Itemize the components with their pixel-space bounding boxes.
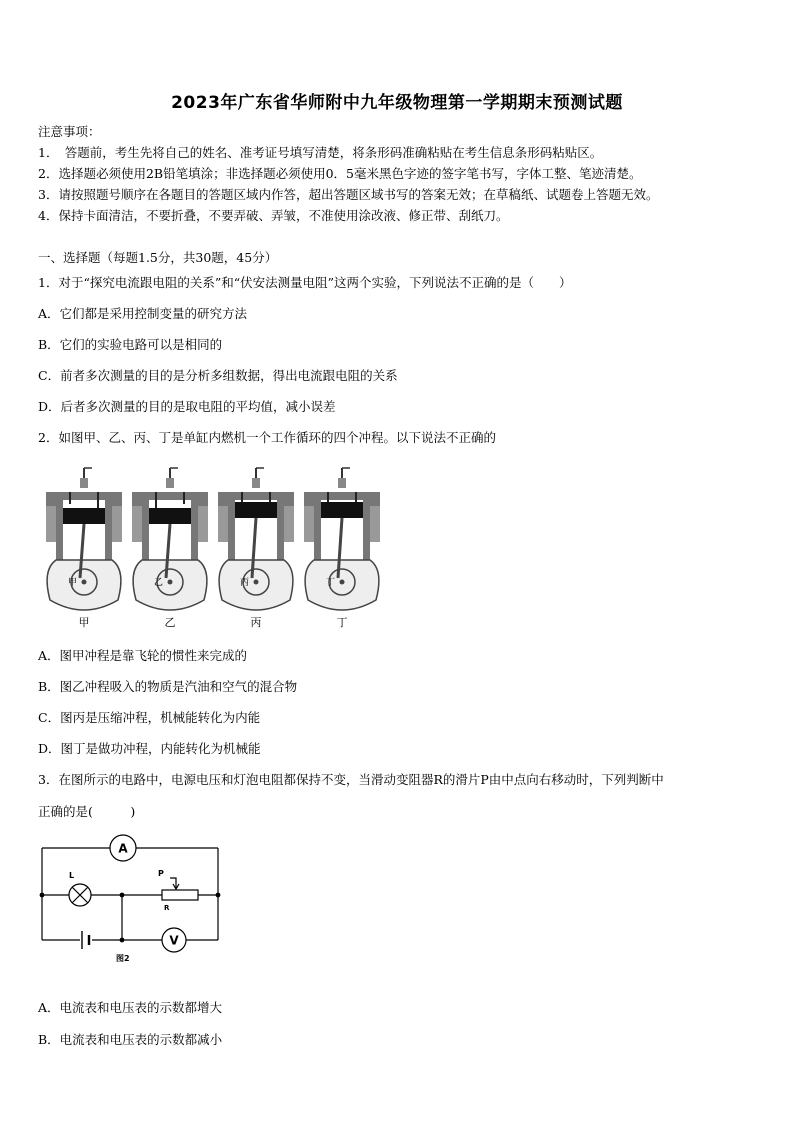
lamp-label: L bbox=[69, 871, 75, 880]
q1-option-b: B．它们的实验电路可以是相同的 bbox=[38, 337, 223, 352]
question-2-stem: 2．如图甲、乙、丙、丁是单缸内燃机一个工作循环的四个冲程。以下说法不正确的 bbox=[38, 430, 496, 445]
engine-caption-label: 丁 bbox=[336, 616, 348, 629]
figure-caption: 图2 bbox=[116, 954, 130, 963]
q2-option-b: B．图乙冲程吸入的物质是汽油和空气的混合物 bbox=[38, 679, 298, 694]
q1-option-c: C．前者多次测量的目的是分析多组数据，得出电流跟电阻的关系 bbox=[38, 368, 398, 383]
q1-option-d: D．后者多次测量的目的是取电阻的平均值，减小误差 bbox=[38, 399, 336, 414]
engine-strokes-figure bbox=[38, 460, 408, 635]
section-heading: 一、选择题（每题1.5分，共30题，45分） bbox=[38, 250, 278, 265]
resistor-icon bbox=[162, 890, 198, 900]
q1-option-a: A．它们都是采用控制变量的研究方法 bbox=[38, 306, 248, 321]
circuit-diagram bbox=[36, 834, 226, 969]
notice-item: 1． 答题前，考生先将自己的姓名、准考证号填写清楚，将条形码准确粘贴在考生信息条形码粘贴区。 bbox=[38, 145, 603, 160]
slider-label: P bbox=[158, 869, 164, 878]
engine-bing-icon bbox=[218, 468, 294, 610]
engine-caption-label: 甲 bbox=[78, 616, 90, 629]
engine-yi-icon bbox=[132, 468, 208, 610]
voltmeter-label: V bbox=[169, 933, 179, 948]
ammeter-label: A bbox=[118, 841, 128, 856]
question-3-stem-cont: 正确的是( ) bbox=[38, 804, 136, 819]
notice-item: 2．选择题必须使用2B铅笔填涂；非选择题必须使用0．5毫米黑色字迹的签字笔书写，字体工整、笔迹清楚。 bbox=[38, 166, 642, 181]
engine-caption-label: 乙 bbox=[164, 616, 176, 629]
q2-option-d: D．图丁是做功冲程，内能转化为机械能 bbox=[38, 741, 261, 756]
page-title: 2023年广东省华师附中九年级物理第一学期期末预测试题 bbox=[171, 93, 623, 113]
question-3-stem: 3．在图所示的电路中，电源电压和灯泡电阻都保持不变，当滑动变阻器R的滑片P由中点向右移动时，下列判断中 bbox=[38, 772, 664, 787]
q3-option-b: B．电流表和电压表的示数都减小 bbox=[38, 1032, 223, 1047]
engine-ding-icon bbox=[304, 468, 380, 610]
engine-caption-label: 丙 bbox=[250, 616, 262, 629]
notice-item: 4．保持卡面清洁，不要折叠，不要弄破、弄皱，不准使用涂改液、修正带、刮纸刀。 bbox=[38, 208, 509, 223]
resistor-label: R bbox=[164, 904, 170, 912]
question-1-stem: 1．对于“探究电流跟电阻的关系”和“伏安法测量电阻”这两个实验，下列说法不正确的是（ ） bbox=[38, 275, 572, 290]
notice-heading: 注意事项： bbox=[38, 124, 101, 139]
engine-jia-icon bbox=[46, 468, 122, 610]
engine-inner-label: 乙 bbox=[154, 578, 164, 588]
engine-inner-label: 甲 bbox=[68, 578, 78, 588]
q3-option-a: A．电流表和电压表的示数都增大 bbox=[38, 1000, 223, 1015]
q2-option-c: C．图丙是压缩冲程，机械能转化为内能 bbox=[38, 710, 261, 725]
engine-inner-label: 丁 bbox=[326, 578, 336, 588]
q2-option-a: A．图甲冲程是靠飞轮的惯性来完成的 bbox=[38, 648, 248, 663]
engine-inner-label: 丙 bbox=[240, 578, 250, 588]
notice-item: 3．请按照题号顺序在各题目的答题区域内作答，超出答题区域书写的答案无效；在草稿纸、试题卷上答题无效。 bbox=[38, 187, 659, 202]
